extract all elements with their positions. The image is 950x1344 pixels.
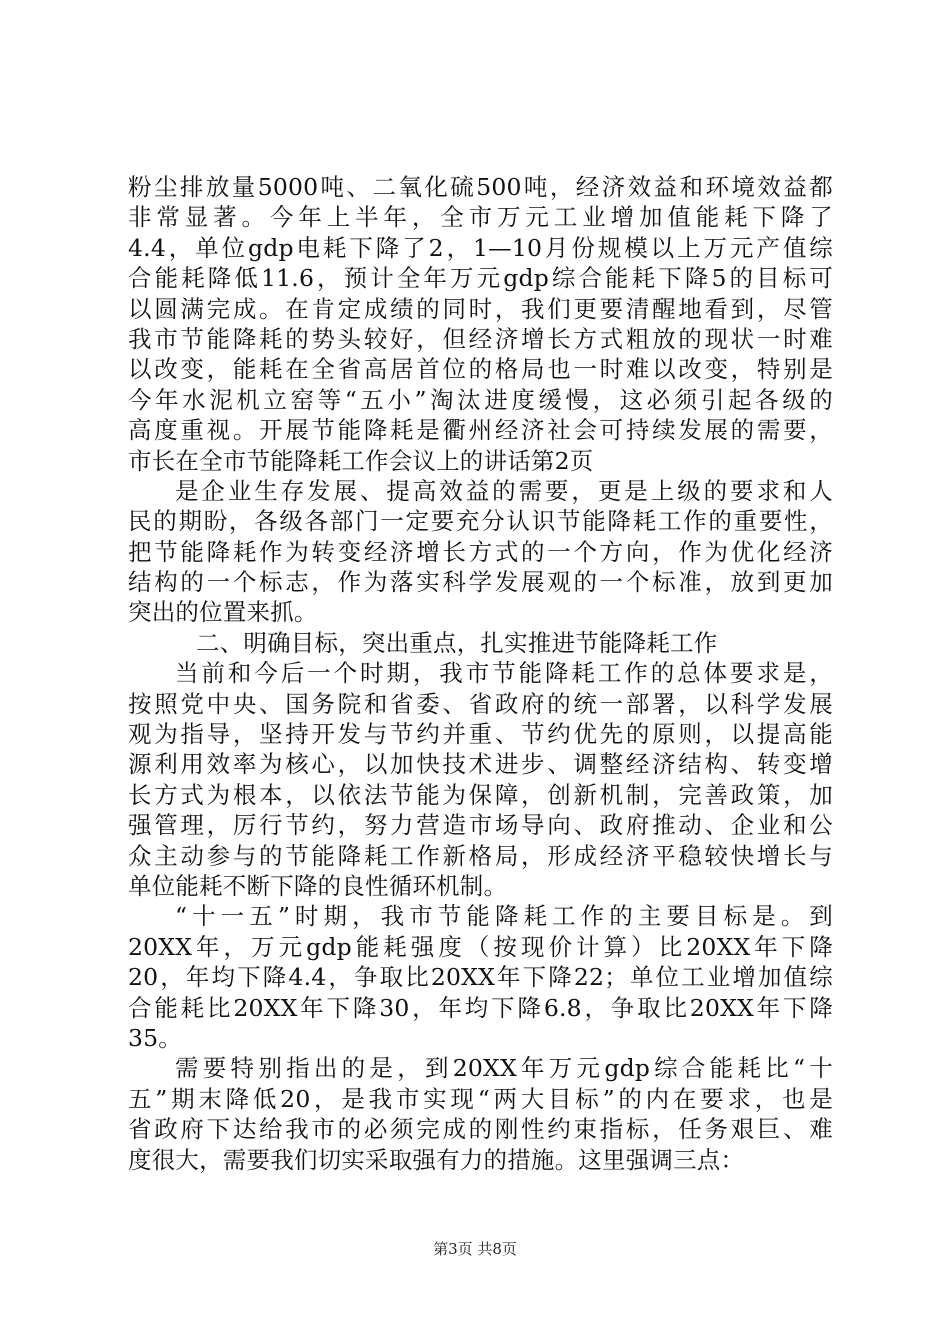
text-line: 民的期盼，各级各部门一定要充分认识节能降耗工作的重要性， bbox=[128, 507, 833, 536]
text-line: 需要特别指出的是，到20XX年万元gdp综合能耗比“十 bbox=[175, 1054, 833, 1083]
text-line: 把节能降耗作为转变经济增长方式的一个方向，作为优化经济 bbox=[128, 537, 833, 566]
text-line: 我市节能降耗的势头较好，但经济增长方式粗放的现状一时难 bbox=[128, 324, 833, 353]
text-line: 4.4，单位gdp电耗下降了2，1—10月份规模以上万元产值综 bbox=[128, 233, 833, 262]
text-line: 是企业生存发展、提高效益的需要，更是上级的要求和人 bbox=[175, 476, 833, 505]
text-line: 20XX年，万元gdp能耗强度（按现价计算）比20XX年下降 bbox=[128, 932, 833, 961]
text-line: 今年水泥机立窑等“五小”淘汰进度缓慢，这必须引起各级的 bbox=[128, 385, 833, 414]
text-line: 结构的一个标志，作为落实科学发展观的一个标准，放到更加 bbox=[128, 568, 833, 597]
text-line: 强管理，厉行节约，努力营造市场导向、政府推动、企业和公 bbox=[128, 811, 833, 840]
text-line: 按照党中央、国务院和省委、省政府的统一部署，以科学发展 bbox=[128, 689, 833, 718]
text-line: 合能耗降低11.6，预计全年万元gdp综合能耗下降5的目标可 bbox=[128, 264, 833, 293]
text-line: 观为指导，坚持开发与节约并重、节约优先的原则，以提高能 bbox=[128, 720, 833, 749]
text-line: 度很大，需要我们切实采取强有力的措施。这里强调三点： bbox=[128, 1145, 745, 1174]
text-line: 长方式为根本，以依法节能为保障，创新机制，完善政策，加 bbox=[128, 780, 833, 809]
text-line: 五”期末降低20，是我市实现“两大目标”的内在要求，也是 bbox=[128, 1084, 833, 1113]
page-footer: 第3页 共8页 bbox=[433, 1240, 517, 1258]
text-line: 非常显著。今年上半年，全市万元工业增加值能耗下降了 bbox=[128, 203, 833, 232]
section-heading: 二、明确目标，突出重点，扎实推进节能降耗工作 bbox=[196, 628, 718, 657]
text-line: 以改变，能耗在全省高居首位的格局也一时难以改变，特别是 bbox=[128, 355, 833, 384]
text-line: 突出的位置来抓。 bbox=[128, 598, 318, 627]
text-line: “十一五”时期，我市节能降耗工作的主要目标是。到 bbox=[175, 902, 833, 931]
text-line: 以圆满完成。在肯定成绩的同时，我们更要清醒地看到，尽管 bbox=[128, 294, 833, 323]
page-running-title: 市长在全市节能降耗工作会议上的讲话第2页 bbox=[128, 446, 594, 475]
document-body bbox=[128, 172, 833, 1175]
text-line: 众主动参与的节能降耗工作新格局，形成经济平稳较快增长与 bbox=[128, 841, 833, 870]
text-line: 35。 bbox=[128, 1023, 183, 1052]
text-line: 20，年均下降4.4，争取比20XX年下降22；单位工业增加值综 bbox=[128, 963, 833, 992]
text-line: 合能耗比20XX年下降30，年均下降6.8，争取比20XX年下降 bbox=[128, 993, 833, 1022]
text-line: 省政府下达给我市的必须完成的刚性约束指标，任务艰巨、难 bbox=[128, 1115, 833, 1144]
text-line: 粉尘排放量5000吨、二氧化硫500吨，经济效益和环境效益都 bbox=[128, 173, 833, 201]
text-line: 当前和今后一个时期，我市节能降耗工作的总体要求是， bbox=[175, 659, 833, 688]
text-line: 单位能耗不断下降的良性循环机制。 bbox=[128, 871, 508, 900]
text-line: 源利用效率为核心，以加快技术进步、调整经济结构、转变增 bbox=[128, 750, 833, 779]
text-line: 高度重视。开展节能降耗是衢州经济社会可持续发展的需要， bbox=[128, 416, 833, 445]
